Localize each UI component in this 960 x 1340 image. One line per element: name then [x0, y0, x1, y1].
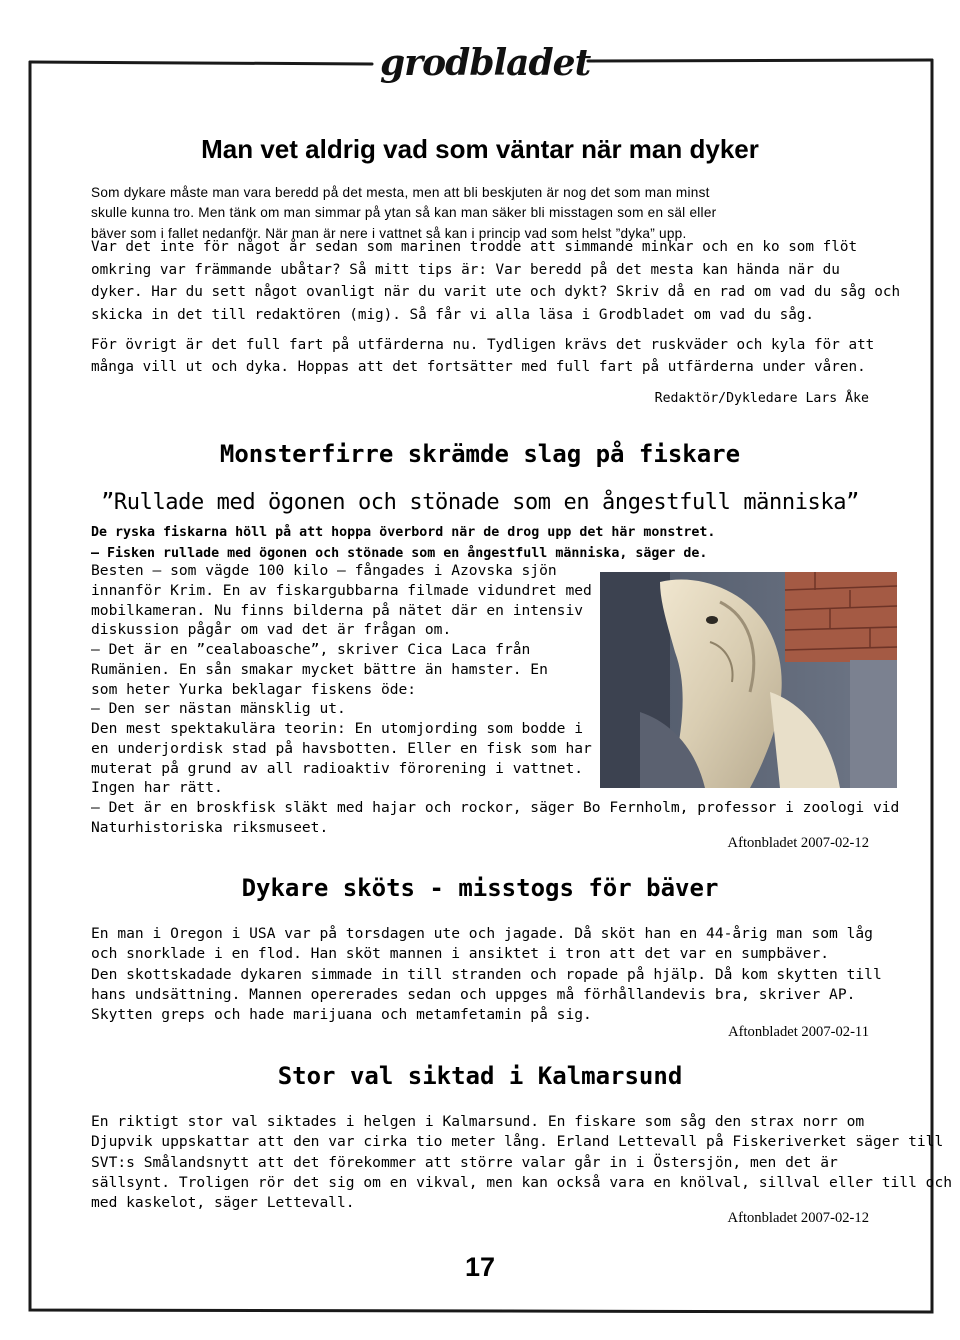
body-line: mobilkameran. Nu finns bilderna på nätet där en intensiv — [91, 601, 584, 619]
article1-signature: Redaktör/Dykledare Lars Åke — [654, 391, 869, 406]
body-line: Skytten greps och hade marijuana och metamfetamin på sig. — [91, 1006, 592, 1024]
body-line: En riktigt stor val siktades i helgen i Kalmarsund. En fiskare som såg den strax norr om — [91, 1113, 865, 1130]
article3-source: Aftonbladet 2007-02-11 — [728, 1024, 869, 1040]
body-line: För övrigt är det full fart på utfärderna nu. Tydligen krävs det ruskväder och kyla för att — [91, 337, 875, 353]
article3-body — [91, 924, 881, 1025]
body-line: hans undsättning. Mannen opererades sedan och uppges må förhållandevis bra, skriver AP. — [91, 985, 856, 1003]
article1-lede — [91, 183, 881, 244]
article2-source: Aftonbladet 2007-02-12 — [727, 835, 869, 851]
masthead-title: grodbladet — [380, 42, 591, 84]
body-line: – Det är en ”cealaboasche”, skriver Cica Laca från — [91, 641, 531, 658]
lede-line: skulle kunna tro. Men tänk om man simmar på ytan så kan man säker bli misstagen som en säl eller — [91, 205, 717, 221]
body-line: diskussion pågår om vad det är frågan om. — [91, 621, 452, 639]
body-line: med kaskelot, säger Lettevall. — [91, 1194, 355, 1212]
body-line: – Den ser nästan mänsklig ut. — [91, 700, 346, 718]
bold-line: – Fisken rullade med ögonen och stönade som en ångestfull människa, säger de. — [91, 546, 708, 561]
body-line: SVT:s Smålandsnytt att det förekommer att större valar går in i Östersjön, men det är — [91, 1153, 838, 1171]
body-line: – Det är en broskfisk släkt med hajar och rockor, säger Bo Fernholm, professor i zoologi vid — [91, 799, 900, 816]
lede-line: Som dykare måste man vara beredd på det mesta, men att bli beskjuten är nog det som man minst — [91, 185, 710, 200]
body-line: Var det inte för något år sedan som marinen trodde att simmande minkar och en ko som flöt — [91, 239, 858, 255]
page-number: 17 — [464, 1252, 496, 1282]
body-line: muterat på grund av all radioaktiv förorening i vattnet. — [91, 759, 584, 777]
article4-body — [91, 1112, 953, 1213]
body-line: och snorklade i en flod. Han sköt mannen i ansiktet i tron att det var en sumpbäver. — [91, 945, 830, 963]
body-line: skicka in det till redaktören (mig). Så får vi alla läsa i Grodbladet om vad du såg. — [91, 306, 815, 323]
article2-bold-lede — [91, 522, 891, 564]
lede-line: bäver som i fallet nedanför. När man är nere i vattnet så kan i princip vad som helst ”dyka” upp. — [91, 225, 687, 241]
article2-quote: ”Rullade med ögonen och stönade som en ångestfull människa” — [101, 490, 859, 515]
bold-line: De ryska fiskarna höll på att hoppa överbord när de drog upp det här monstret. — [91, 525, 716, 540]
body-line: En man i Oregon i USA var på torsdagen ute och jagade. Då sköt han en 44-årig man som låg — [91, 925, 873, 942]
body-line: Den skottskadade dykaren simmade in till stranden och ropade på hjälp. Då kom skytten till — [91, 965, 882, 983]
body-line: många vill ut och dyka. Hoppas att det fortsätter med full fart på utfärderna under våren. — [91, 359, 866, 375]
body-line: Ingen har rätt. — [91, 779, 223, 797]
body-line: Den mest spektakulära teorin: En utomjording som bodde i — [91, 720, 584, 737]
body-line: Naturhistoriska riksmuseet. — [91, 819, 329, 836]
article1-body — [91, 236, 901, 326]
body-line: sällsynt. Troligen rör det sig om en vikval, men kan också vara en knölval, sillval eller till och — [91, 1173, 953, 1191]
article3-title: Dykare sköts - misstogs för bäver — [241, 874, 719, 902]
body-line: en underjordisk stad på havsbotten. Eller en fisk som har — [91, 739, 592, 757]
body-line: Djupvik uppskattar att den var cirka tio meter lång. Erland Lettevall på Fiskeriverket säger till — [91, 1133, 944, 1151]
article4-source: Aftonbladet 2007-02-12 — [727, 1210, 869, 1226]
article2-body — [91, 561, 591, 798]
body-line: som heter Yurka beklagar fiskens öde: — [91, 680, 417, 698]
article4-title: Stor val siktad i Kalmarsund — [277, 1062, 683, 1090]
masthead-logo — [380, 40, 591, 90]
body-line: Besten – som vägde 100 kilo – fångades i Azovska sjön — [91, 562, 557, 579]
fish-photo — [600, 572, 897, 788]
article2-closing — [91, 798, 900, 838]
body-line: Rumänien. En sån smakar mycket bättre än hamster. En — [91, 660, 548, 678]
article1-title: Man vet aldrig vad som väntar när man dyker — [201, 134, 759, 164]
body-line: innanför Krim. En av fiskargubbarna filmade vidundret med — [91, 581, 592, 599]
article2-title: Monsterfirre skrämde slag på fiskare — [219, 440, 741, 468]
article1-paragraph2 — [91, 334, 881, 378]
body-line: dyker. Har du sett något ovanligt när du varit ute och dykt? Skriv då en rad om vad du såg och — [91, 284, 901, 301]
body-line: omkring var främmande ubåtar? Så mitt tips är: Var beredd på det mesta kan hända när du — [91, 261, 840, 278]
